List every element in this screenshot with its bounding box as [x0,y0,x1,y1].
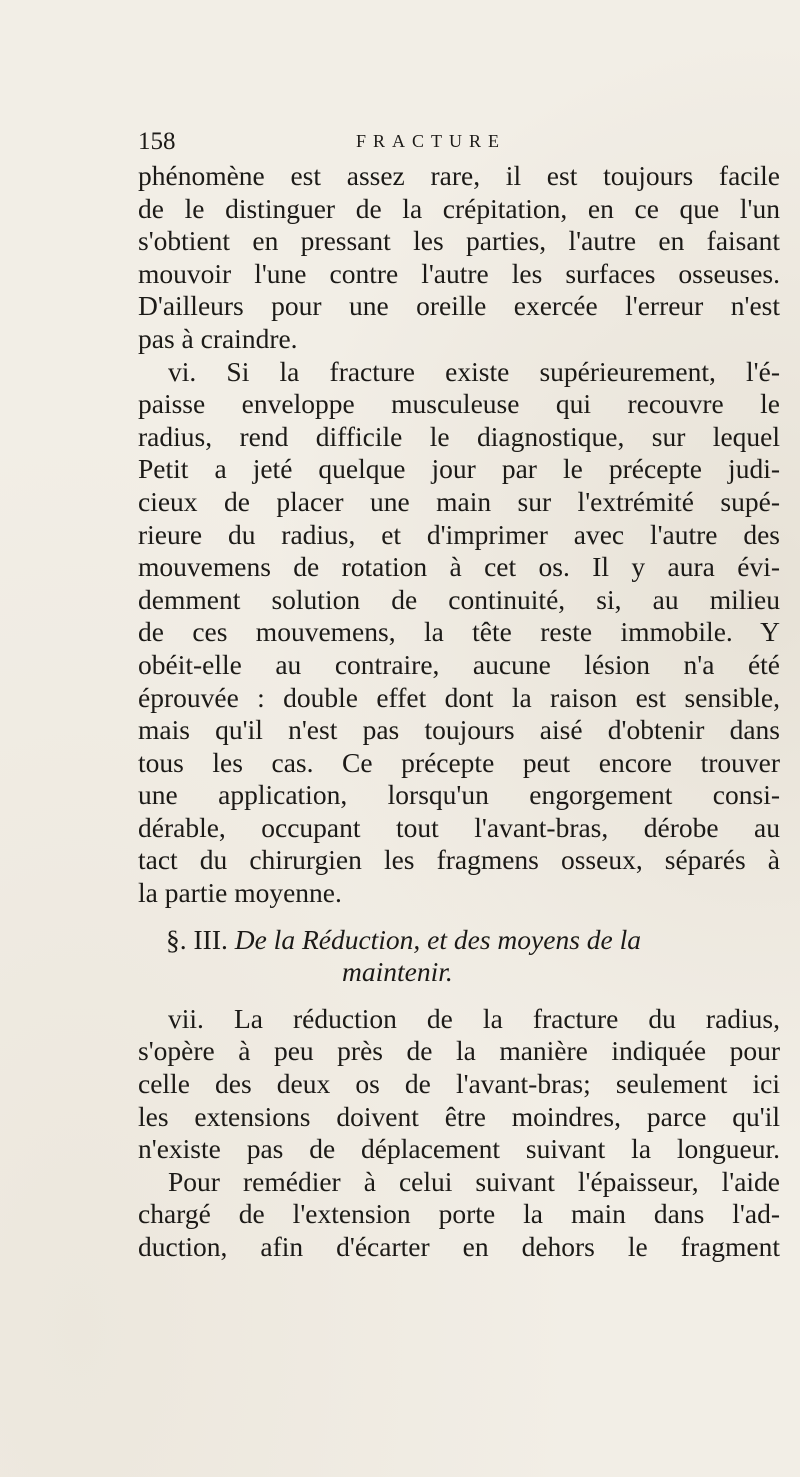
text-line: D'ailleurs pour une oreille exercée l'erreur n'est [138,290,780,322]
text-line: rieure du radius, et d'imprimer avec l'autre des [138,518,780,550]
section-title: De la Réduction, et des moyens de la [234,923,642,955]
text-line: les extensions doivent être moindres, parce qu'il [138,1100,780,1132]
text-line: mouvemens de rotation à cet os. Il y aura évi- [138,551,780,583]
running-title: FRACTURE [356,131,507,151]
text-line: Pour remédier à celui suivant l'épaisseur, l'aide [168,1165,780,1197]
text-line: vi. Si la fracture existe supérieurement, l'é- [168,355,780,387]
text-line: celle des deux os de l'avant-bras; seulement ici [138,1068,780,1100]
paragraph-2 [138,356,780,910]
text-line: phénomène est assez rare, il est toujours facile [138,160,780,191]
text-line: la partie moyenne. [138,877,342,909]
paragraph-1 [138,160,780,356]
section-title-continued: maintenir. [342,956,453,988]
section-heading [138,924,780,989]
text-line: s'obtient en pressant les parties, l'autre en faisant [138,225,780,257]
text-line: vii. La réduction de la fracture du radius, [168,1002,780,1034]
text-line: duction, afin d'écarter en dehors le fragment [138,1231,780,1262]
text-line: de le distinguer de la crépitation, en ce que l'un [138,192,780,224]
section-heading-line [138,924,780,957]
text-line: demment solution de continuité, si, au milieu [138,583,780,615]
text-line: cieux de placer une main sur l'extrémité supé- [138,485,780,517]
text-line: mouvoir l'une contre l'autre les surfaces osseuses. [138,257,780,289]
text-line: Petit a jeté quelque jour par le précepte judi- [138,453,780,485]
text-line: radius, rend difficile le diagnostique, sur lequel [138,420,780,452]
text-line: pas à craindre. [138,322,298,354]
text-line: s'opère à peu près de la manière indiquée pour [138,1035,780,1067]
page-number: 158 [138,128,176,155]
paragraph-3 [138,1003,780,1264]
text-line: chargé de l'extension porte la main dans l'ad- [138,1198,780,1230]
text-line: une application, lorsqu'un engorgement consi- [138,779,780,811]
text-line: de ces mouvemens, la tête reste immobile. Y [138,616,780,648]
text-line: n'existe pas de déplacement suivant la longueur. [138,1133,780,1165]
text-line: paisse enveloppe musculeuse qui recouvre le [138,388,780,420]
text-line: tact du chirurgien les fragmens osseux, séparés à [138,844,780,876]
text-line: obéit-elle au contraire, aucune lésion n'a été [138,648,780,680]
text-line: dérable, occupant tout l'avant-bras, dérobe au [138,811,780,843]
body-text [138,160,780,1264]
section-label: §. III. [166,923,228,955]
text-line: tous les cas. Ce précepte peut encore trouver [138,746,780,778]
text-line: mais qu'il n'est pas toujours aisé d'obtenir dans [138,714,780,746]
text-line: éprouvée : double effet dont la raison est sensible, [138,681,780,713]
running-head [138,128,778,158]
